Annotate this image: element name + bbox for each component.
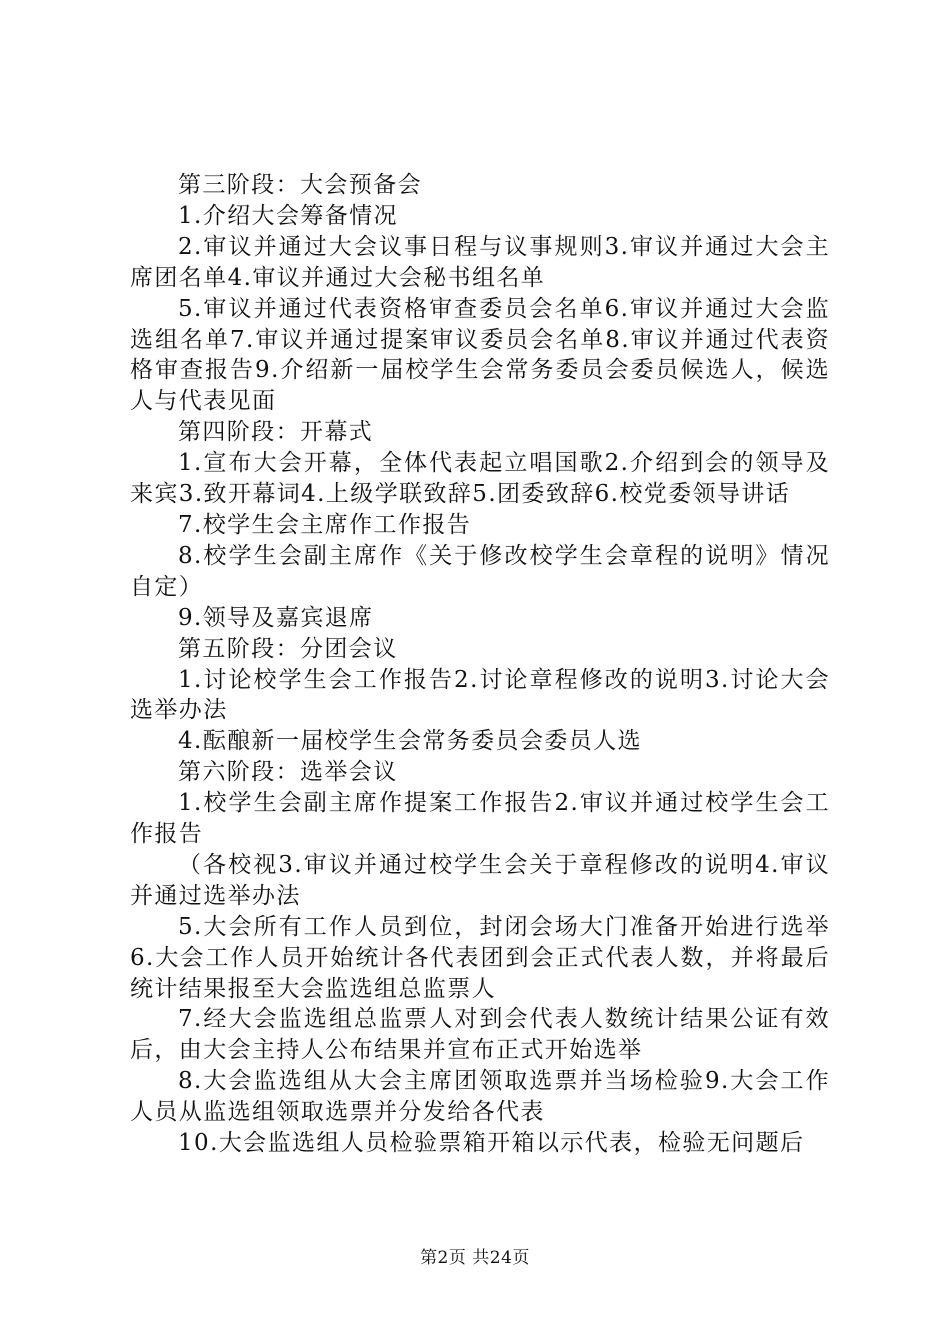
paragraph: 1.宣布大会开幕，全体代表起立唱国歌2.介绍到会的领导及来宾3.致开幕词4.上级学联致辞5.团委致辞6.校党委领导讲话	[130, 450, 830, 508]
paragraph: 4.酝酿新一届校学生会常务委员会委员人选	[178, 728, 642, 755]
paragraph: 7.校学生会主席作工作报告	[178, 511, 472, 538]
document-body	[130, 170, 830, 1159]
paragraph: （各校视3.审议并通过校学生会关于章程修改的说明4.审议并通过选举办法	[130, 851, 830, 909]
paragraph: 第四阶段：开幕式	[178, 419, 374, 446]
paragraph: 2.审议并通过大会议事日程与议事规则3.审议并通过大会主席团名单4.审议并通过大会秘书组名单	[130, 233, 830, 291]
paragraph: 8.大会监选组从大会主席团领取选票并当场检验9.大会工作人员从监选组领取选票并分发给各代表	[130, 1068, 830, 1126]
paragraph: 9.领导及嘉宾退席	[178, 604, 374, 631]
paragraph: 第六阶段：选举会议	[178, 759, 398, 786]
paragraph: 1.讨论校学生会工作报告2.讨论章程修改的说明3.讨论大会选举办法	[130, 666, 830, 724]
paragraph: 8.校学生会副主席作《关于修改校学生会章程的说明》情况自定）	[130, 542, 830, 600]
paragraph: 7.经大会监选组总监票人对到会代表人数统计结果公证有效后，由大会主持人公布结果并宣布正式开始选举	[130, 1006, 830, 1064]
paragraph: 1.介绍大会筹备情况	[178, 202, 398, 229]
paragraph: 5.大会所有工作人员到位，封闭会场大门准备开始进行选举6.大会工作人员开始统计各代表团到会正式代表人数，并将最后统计结果报至大会监选组总监票人	[130, 913, 830, 1002]
paragraph: 第五阶段：分团会议	[178, 635, 398, 662]
paragraph: 5.审议并通过代表资格审查委员会名单6.审议并通过大会监选组名单7.审议并通过提案审议委员会名单8.审议并通过代表资格审查报告9.介绍新一届校学生会常务委员会委员候选人，候选人与代表见面	[130, 295, 830, 415]
paragraph: 1.校学生会副主席作提案工作报告2.审议并通过校学生会工作报告	[130, 790, 830, 848]
paragraph: 10.大会监选组人员检验票箱开箱以示代表，检验无问题后	[178, 1130, 805, 1157]
paragraph: 第三阶段：大会预备会	[178, 172, 422, 198]
page-footer: 第2页 共24页	[420, 1248, 530, 1268]
